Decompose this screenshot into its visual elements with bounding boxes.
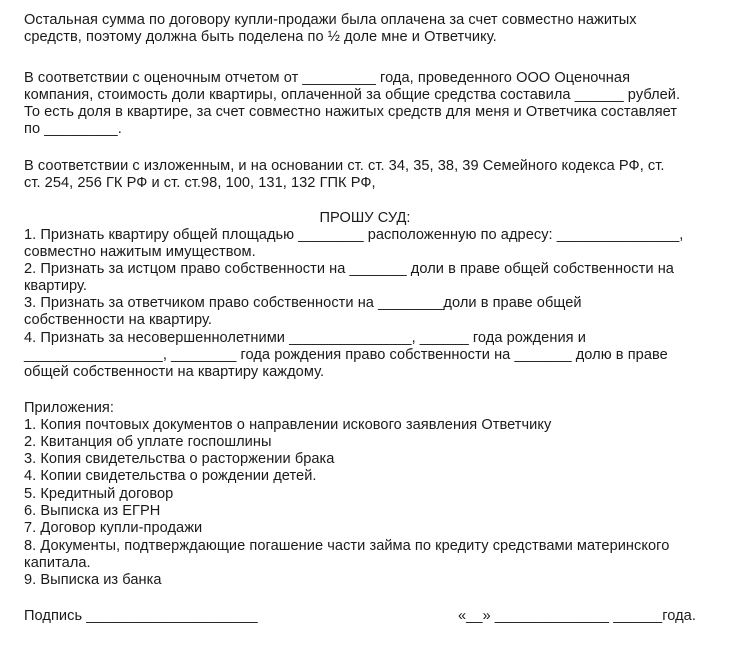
paragraph-3-line-2: ст. 254, 256 ГК РФ и ст. ст.98, 100, 131, 132 ГПК РФ, (24, 175, 376, 191)
signature-line: Подпись _____________________ (24, 608, 258, 624)
date-line: «__» ______________ ______года. (458, 608, 696, 624)
attachment-item-7: 7. Договор купли-продажи (24, 520, 203, 536)
attachment-item-3: 3. Копия свидетельства о расторжении брака (24, 451, 335, 467)
request-line-4: квартиру. (24, 278, 88, 294)
request-line-9: общей собственности на квартиру каждому. (24, 364, 325, 380)
request-line-5: 3. Признать за ответчиком право собственности на ________доли в праве общей (24, 295, 582, 311)
request-line-2: совместно нажитым имуществом. (24, 244, 256, 260)
request-line-1: 1. Признать квартиру общей площадью ________ расположенную по адресу: _______________, (24, 227, 684, 243)
request-line-6: собственности на квартиру. (24, 312, 212, 328)
paragraph-2-line-4: по _________. (24, 121, 122, 137)
attachment-item-2: 2. Квитанция об уплате госпошлины (24, 434, 272, 450)
paragraph-1-line-2: средств, поэтому должна быть поделена по ½ доле мне и Ответчику. (24, 29, 497, 45)
attachment-item-8: 8. Документы, подтверждающие погашение части займа по кредиту средствами материнского (24, 538, 670, 554)
attachments-heading: Приложения: (24, 400, 114, 416)
request-heading: ПРОШУ СУД: (319, 210, 411, 226)
attachment-item-1: 1. Копия почтовых документов о направлении искового заявления Ответчику (24, 417, 552, 433)
attachment-item-9: 9. Выписка из банка (24, 572, 162, 588)
request-line-8: _________________, ________ года рождения право собственности на _______ долю в праве (24, 347, 668, 363)
paragraph-2-line-3: То есть доля в квартире, за счет совместно нажитых средств для меня и Ответчика составляет (24, 104, 678, 120)
attachment-item-6: 6. Выписка из ЕГРН (24, 503, 161, 519)
paragraph-2-line-1: В соответствии с оценочным отчетом от _________ года, проведенного ООО Оценочная (24, 70, 631, 86)
request-line-7: 4. Признать за несовершеннолетними _______________, ______ года рождения и (24, 330, 586, 346)
paragraph-3-line-1: В соответствии с изложенным, и на основании ст. ст. 34, 35, 38, 39 Семейного кодекса РФ, ст. (24, 158, 665, 174)
request-line-3: 2. Признать за истцом право собственности на _______ доли в праве общей собственности на (24, 261, 674, 277)
paragraph-2-line-2: компания, стоимость доли квартиры, оплаченной за общие средства составила ______ рублей. (24, 87, 681, 103)
paragraph-1-line-1: Остальная сумма по договору купли-продажи была оплачена за счет совместно нажитых (24, 12, 637, 28)
attachment-item-8-continued: капитала. (24, 555, 91, 571)
attachment-item-5: 5. Кредитный договор (24, 486, 174, 502)
attachment-item-4: 4. Копии свидетельства о рождении детей. (24, 468, 317, 484)
